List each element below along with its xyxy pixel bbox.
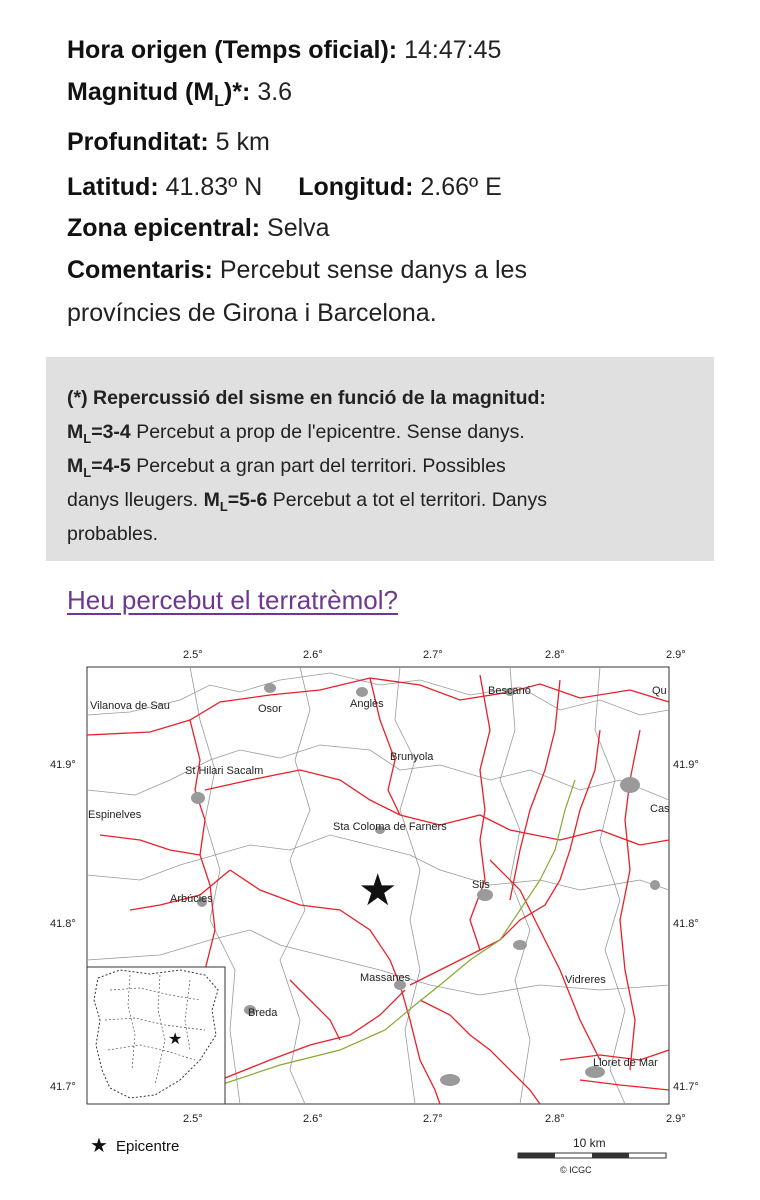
lon-tick-label: 2.7° [423, 1113, 443, 1125]
place-label: Vilanova de Sau [90, 700, 170, 712]
longitude-value: 2.66º E [420, 173, 502, 201]
note-sub-1: L [83, 431, 92, 446]
lon-tick-label: 2.8° [545, 649, 565, 661]
note-range-3-text: Percebut a tot el territori. Danys [267, 489, 547, 511]
lon-tick-label: 2.5° [183, 1113, 203, 1125]
comments-row [67, 258, 527, 283]
note-sub-3: L [219, 499, 228, 514]
note-range-1-value: =3-4 [91, 421, 131, 443]
depth-row [67, 130, 270, 155]
origin-time-label: Hora origen (Temps oficial): [67, 36, 398, 64]
epicentre-star-icon: ★ [358, 866, 398, 915]
inset-map [87, 967, 225, 1104]
lat-tick-label: 41.8° [50, 918, 76, 930]
place-label: Bescanó [488, 685, 531, 697]
comments-label: Comentaris: [67, 256, 213, 284]
note-range-2-text: Percebut a gran part del territori. Possibles [130, 455, 506, 477]
place-label: Sils [472, 879, 490, 891]
place-label: Arbúcies [170, 893, 213, 905]
note-m-2: M [67, 455, 84, 477]
note-range-2-value: =4-5 [91, 455, 131, 477]
scale-bar [518, 1136, 666, 1175]
note-range-2-text-cont: danys lleugers. [67, 489, 204, 511]
place-label: Sta Coloma de Farners [333, 821, 447, 833]
magnitude-note-box [46, 357, 714, 561]
place-label: Brunyola [390, 751, 434, 763]
place-label: Vidreres [565, 974, 606, 986]
longitude-ticks-top [183, 649, 686, 661]
lat-tick-label: 41.8° [673, 918, 699, 930]
note-range-1-text: Percebut a prop de l'epicentre. Sense danys. [130, 421, 525, 443]
lon-tick-label: 2.5° [183, 649, 203, 661]
zone-row [67, 216, 330, 241]
lon-tick-label: 2.7° [423, 649, 443, 661]
longitude-label: Longitud: [298, 173, 414, 201]
origin-time-row [67, 38, 501, 63]
magnitude-subscript: L [214, 93, 224, 110]
place-label: Anglès [350, 698, 384, 710]
place-label: Lloret de Mar [593, 1057, 658, 1069]
note-m-1: M [67, 421, 84, 443]
place-label: Qu [652, 685, 667, 697]
lon-tick-label: 2.9° [666, 1113, 686, 1125]
comments-row-2 [67, 301, 437, 326]
longitude-ticks-bottom [183, 1113, 686, 1125]
zone-label: Zona epicentral: [67, 214, 261, 242]
place-label: Espinelves [88, 809, 142, 821]
magnitude-row [67, 80, 292, 110]
note-m-3: M [203, 489, 220, 511]
lat-tick-label: 41.7° [50, 1081, 76, 1093]
place-label: Osor [258, 703, 282, 715]
inset-epicentre-star-icon: ★ [168, 1031, 183, 1048]
legend-star-icon: ★ [90, 1135, 108, 1157]
magnitude-value: 3.6 [257, 78, 293, 106]
place-label: Breda [248, 1007, 278, 1019]
note-title-row [67, 381, 546, 415]
lat-tick-label: 41.9° [50, 759, 76, 771]
place-label: Massanes [360, 972, 411, 984]
latitude-value: 41.83º N [165, 173, 263, 201]
depth-value: 5 km [215, 128, 270, 156]
legend-epicentre-label: Epicentre [116, 1138, 180, 1155]
depth-label: Profunditat: [67, 128, 209, 156]
comments-line-2: províncies de Girona i Barcelona. [67, 299, 437, 327]
comments-line-1: Percebut sense danys a les [219, 256, 527, 284]
lat-tick-label: 41.7° [673, 1081, 699, 1093]
epicentre-map [40, 640, 720, 1180]
origin-time-value: 14:47:45 [404, 36, 502, 64]
magnitude-label-end: )*: [223, 78, 251, 106]
note-range-3-value: =5-6 [227, 489, 268, 511]
felt-report-link[interactable]: Heu percebut el terratrèmol? [67, 585, 398, 615]
lon-tick-label: 2.9° [666, 649, 686, 661]
icgc-credit: © ICGC [560, 1165, 592, 1175]
lon-tick-label: 2.6° [303, 649, 323, 661]
scale-label: 10 km [573, 1136, 606, 1150]
lat-tick-label: 41.9° [673, 759, 699, 771]
place-label: Cas [650, 803, 670, 815]
magnitude-label: Magnitud (M [67, 78, 215, 106]
note-range-3-text-cont: probables. [67, 523, 159, 545]
latitude-label: Latitud: [67, 173, 159, 201]
note-range-3-cont [67, 517, 158, 551]
place-label: St Hilari Sacalm [185, 765, 264, 777]
coordinates-row [67, 175, 502, 200]
lon-tick-label: 2.6° [303, 1113, 323, 1125]
lon-tick-label: 2.8° [545, 1113, 565, 1125]
zone-value: Selva [267, 214, 330, 242]
note-title: (*) Repercussió del sisme en funció de la magnitud: [67, 387, 546, 409]
note-sub-2: L [83, 465, 92, 480]
